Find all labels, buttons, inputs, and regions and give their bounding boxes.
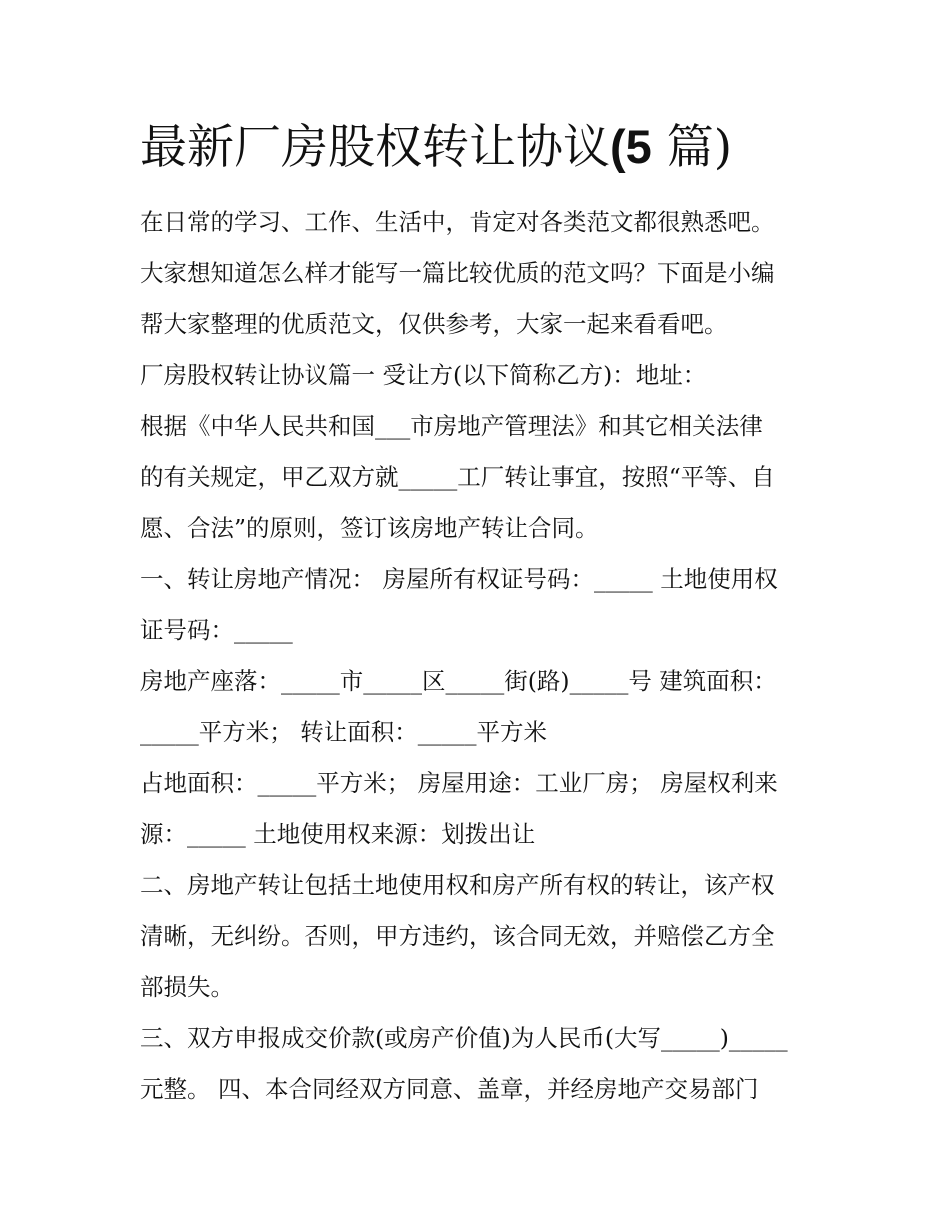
body-line: _____平方米； 转让面积：_____平方米 xyxy=(140,718,547,746)
body-line: 大家想知道怎么样才能写一篇比较优质的范文吗？下面是小编 xyxy=(140,259,775,287)
body-line: 部损失。 xyxy=(140,973,234,1001)
body-line: 占地面积：_____平方米； 房屋用途：工业厂房； 房屋权利来 xyxy=(140,769,778,797)
body-line: 帮大家整理的优质范文，仅供参考，大家一起来看看吧。 xyxy=(140,310,728,338)
body-line: 一、转让房地产情况： 房屋所有权证号码：_____ 土地使用权 xyxy=(140,565,778,593)
body-line: 源：_____ 土地使用权来源：划拨出让 xyxy=(140,820,536,848)
body-line: 清晰，无纠纷。否则，甲方违约，该合同无效，并赔偿乙方全 xyxy=(140,922,775,950)
body-line: 在日常的学习、工作、生活中，肯定对各类范文都很熟悉吧。 xyxy=(140,208,775,236)
body-line: 二、房地产转让包括土地使用权和房产所有权的转让，该产权 xyxy=(140,871,775,899)
body-line: 三、双方申报成交价款(或房产价值)为人民币(大写_____)_____ xyxy=(140,1024,788,1052)
body-line: 房地产座落：_____市_____区_____街(路)_____号 建筑面积： xyxy=(140,667,777,695)
body-line: 证号码：_____ xyxy=(140,616,293,644)
body-line: 愿、合法”的原则，签订该房地产转让合同。 xyxy=(140,514,599,542)
title-paren: (5 xyxy=(610,120,652,173)
title-tail: 篇) xyxy=(666,120,733,175)
document-body xyxy=(140,197,820,1115)
body-line: 根据《中华人民共和国___市房地产管理法》和其它相关法律 xyxy=(140,412,763,440)
body-line: 厂房股权转让协议篇一 受让方(以下简称乙方)：地址： xyxy=(140,361,707,389)
document-title xyxy=(140,113,732,182)
title-main: 最新厂房股权转让协议 xyxy=(140,120,610,175)
body-line: 元整。 四、本合同经双方同意、盖章，并经房地产交易部门 xyxy=(140,1075,759,1103)
body-line: 的有关规定，甲乙双方就_____工厂转让事宜，按照“平等、自 xyxy=(140,463,775,491)
